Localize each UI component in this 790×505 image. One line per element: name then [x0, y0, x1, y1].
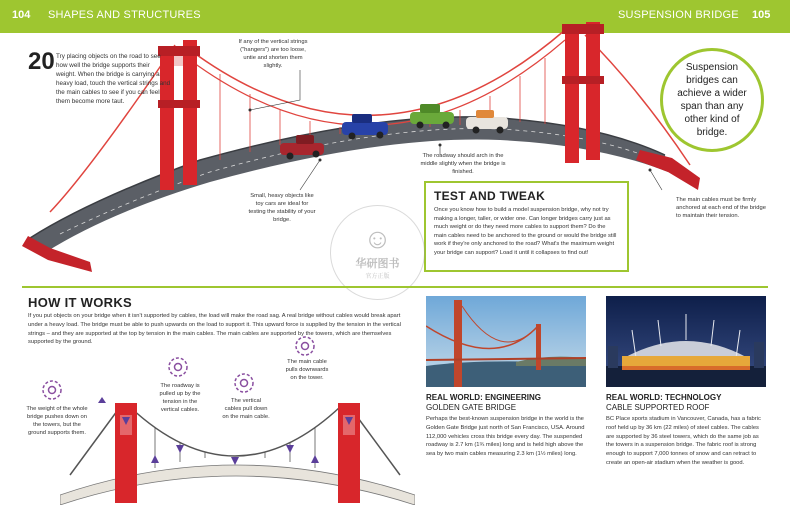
- test-and-tweak-title: TEST AND TWEAK: [434, 189, 546, 203]
- annotation-hangers: If any of the vertical strings ("hangers") are too loose, untie and shorten them slightly.: [238, 39, 308, 69]
- caption-roadway: The roadway is pulled up by the tension in the vertical cables.: [159, 383, 201, 413]
- left-page-number: 104: [12, 9, 31, 21]
- caption-towers: The weight of the whole bridge pushes down on the towers, but the ground supports them.: [26, 406, 88, 436]
- real-world-1-body: Perhaps the best-known suspension bridge in the world is the Golden Gate Bridge just north of San Francisco, USA. Around 112,000 vehicles cross this bridge every day. The suspended roadway is 2.7 km (1¾ miles) long and is held high above the sea by two main cables measuring 2.3 km (1½ miles) long.: [426, 416, 585, 458]
- watermark-face-icon: ☺: [363, 223, 392, 254]
- gear-icon: [42, 380, 62, 400]
- step-number: 20: [28, 48, 55, 75]
- real-world-2-heading: REAL WORLD: TECHNOLOGY: [606, 393, 722, 402]
- gear-icon: [234, 373, 254, 393]
- annotation-roadway-arch: The roadway should arch in the middle slightly when the bridge is finished.: [420, 153, 506, 175]
- annotation-anchored-cables: The main cables must be firmly anchored at each end of the bridge to maintain their tension.: [676, 197, 766, 219]
- real-world-2-body: BC Place sports stadium in Vancouver, Canada, has a fabric roof held up by 36 km (22 miles) of steel cables. The cables are supported by 36 steel towers, which do the same job as the towers in a suspension bridge. The fabric roof is strong enough to support 7,000 tonnes of snow and can retract to create an open-air stadium when the weather is good.: [606, 416, 761, 466]
- real-world-2-subheading: CABLE SUPPORTED ROOF: [606, 403, 710, 412]
- watermark-main-text: 华研图书: [355, 258, 400, 270]
- watermark-sub-text: 官方正版: [365, 274, 390, 280]
- how-it-works-body: If you put objects on your bridge when it isn't supported by cables, the load will make the road sag. A real bridge without cables would break apart under a heavy load. The bridge must be able to push upwards on the load to support it. This upward force is supplied by the tension in the vertical strings – and they are supported at the top by tension in the main cables. The main cables are supported by the towers, which are themselves supported by the ground.: [28, 313, 401, 346]
- real-world-1-subheading: GOLDEN GATE BRIDGE: [426, 403, 517, 412]
- step-instructions: Try placing objects on the road to see how well the bridge supports their weight. When the bridge is carrying a heavy load, touch the vertical strings and the main cables to see if you can feel them become more taut.: [56, 53, 171, 105]
- fact-bubble: [660, 48, 764, 152]
- right-page-number: 105: [752, 9, 771, 21]
- caption-vertical-cables: The vertical cables pull down on the main cable.: [222, 398, 270, 420]
- real-world-1-heading: REAL WORLD: ENGINEERING: [426, 393, 541, 402]
- caption-main-cable: The main cable pulls downwards on the tower.: [285, 359, 329, 381]
- fact-bubble-text: Suspension bridges can achieve a wider span than any other kind of bridge.: [677, 62, 747, 138]
- test-and-tweak-box: [424, 181, 629, 272]
- gear-icon: [168, 357, 188, 377]
- left-page-title: SHAPES AND STRUCTURES: [48, 9, 201, 21]
- gear-icon: [295, 336, 315, 356]
- golden-gate-photo: [426, 296, 586, 387]
- stadium-photo: [606, 296, 766, 387]
- test-and-tweak-body: Once you know how to build a model suspension bridge, why not try making a longer, taller, or wider one. Can longer bridges carry just as much weight or do they need more cables to support them? Do the main cables need to be anchored to the ground or would the bridge still work if they're only anchored to the road? What's the maximum weight your bridge can support? Load it until it collapses to find out!: [434, 207, 617, 256]
- section-divider: [22, 286, 768, 288]
- annotation-toy-cars: Small, heavy objects like toy cars are ideal for testing the stability of your bridge.: [248, 193, 316, 223]
- how-it-works-title: HOW IT WORKS: [28, 295, 132, 310]
- right-page-title: SUSPENSION BRIDGE: [618, 9, 739, 21]
